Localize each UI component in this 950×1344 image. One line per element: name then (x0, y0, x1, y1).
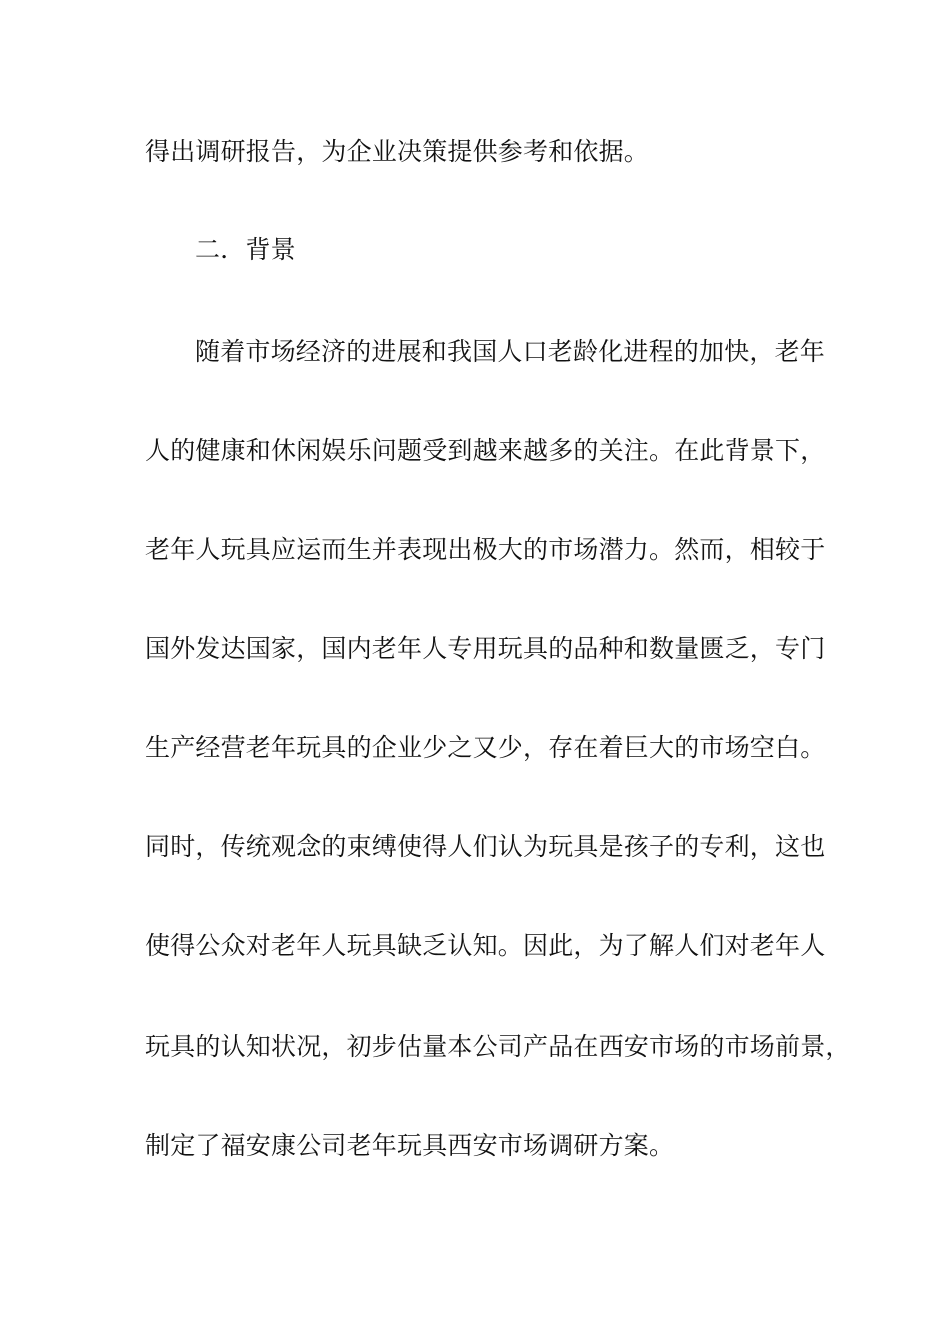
section-heading: 二．背景 (195, 235, 296, 264)
paragraph-line: 制定了福安康公司老年玩具西安市场调研方案。 (145, 1131, 675, 1160)
paragraph-line: 随着市场经济的进展和我国人口老龄化进程的加快，老年 (195, 337, 826, 366)
paragraph-line: 生产经营老年玩具的企业少之又少，存在着巨大的市场空白。 (145, 733, 826, 762)
paragraph-line: 同时，传统观念的束缚使得人们认为玩具是孩子的专利，这也 (145, 832, 826, 861)
paragraph-line: 得出调研报告，为企业决策提供参考和依据。 (145, 137, 650, 166)
paragraph-line: 使得公众对老年人玩具缺乏认知。因此，为了解人们对老年人 (145, 931, 826, 960)
paragraph-line: 人的健康和休闲娱乐问题受到越来越多的关注。在此背景下， (145, 436, 826, 465)
paragraph-line: 老年人玩具应运而生并表现出极大的市场潜力。然而，相较于 (145, 535, 826, 564)
paragraph-line: 玩具的认知状况，初步估量本公司产品在西安市场的市场前景， (145, 1032, 851, 1061)
paragraph-line: 国外发达国家，国内老年人专用玩具的品种和数量匮乏，专门 (145, 634, 826, 663)
